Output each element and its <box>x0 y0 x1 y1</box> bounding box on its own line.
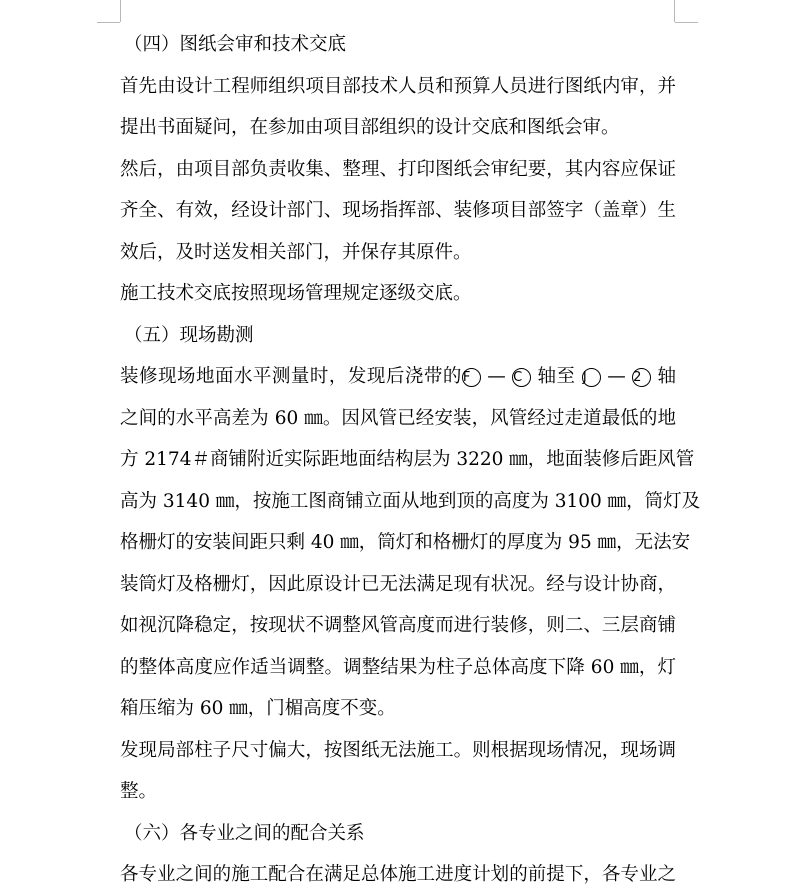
circled-digit-2: 2 <box>632 368 651 387</box>
document-body <box>120 24 701 885</box>
paragraph-line: 首先由设计工程师组织项目部技术人员和预算人员进行图纸内审，并 <box>120 75 676 97</box>
dash: — <box>607 366 626 387</box>
section-heading-5: （五）现场勘测 <box>124 324 254 346</box>
circled-letter-j: J <box>582 368 601 387</box>
paragraph-line: 齐全、有效，经设计部门、现场指挥部、装修项目部签字（盖章）生 <box>120 200 676 221</box>
paragraph-line: 提出书面疑问，在参加由项目部组织的设计交底和图纸会审。 <box>120 117 620 138</box>
paragraph-line-cut-off: 各专业之间的施工配合在满足总体施工进度计划的前提下，各专业之 <box>120 864 676 885</box>
paragraph-line: 箱压缩为 60 ㎜，门楣高度不变。 <box>120 698 396 719</box>
paragraph-line: 高为 3140 ㎜，按施工图商铺立面从地到顶的高度为 3100 ㎜，筒灯及 <box>120 490 701 512</box>
circled-letter-f: F <box>462 368 481 387</box>
paragraph-line-axis <box>120 356 676 398</box>
crop-mark-top-right <box>674 0 675 22</box>
circled-letter-c: C <box>512 368 531 387</box>
section-heading-4: （四）图纸会审和技术交底 <box>124 34 347 55</box>
paragraph-line: 装筒灯及格栅灯，因此原设计已无法满足现有状况。经与设计协商， <box>120 573 676 595</box>
paragraph-line: 格栅灯的安装间距只剩 40 ㎜，筒灯和格栅灯的厚度为 95 ㎜，无法安 <box>120 532 691 553</box>
paragraph-line: 发现局部柱子尺寸偏大，按图纸无法施工。则根据现场情况，现场调 <box>120 739 676 761</box>
section-heading-6: （六）各专业之间的配合关系 <box>124 822 365 844</box>
paragraph-line: 的整体高度应作适当调整。调整结果为柱子总体高度下降 60 ㎜，灯 <box>120 656 676 678</box>
paragraph-line: 如视沉降稳定，按现状不调整风管高度而进行装修，则二、三层商铺 <box>120 615 676 636</box>
crop-mark-top-left <box>120 0 121 22</box>
crop-mark-top-right-horizontal <box>675 22 698 23</box>
paragraph-line: 整。 <box>120 781 158 802</box>
paragraph-line: 之间的水平高差为 60 ㎜。因风管已经安装，风管经过走道最低的地 <box>120 407 676 429</box>
text-run: 轴 <box>657 366 676 387</box>
text-run: 轴至 <box>537 366 576 387</box>
paragraph-line: 然后，由项目部负责收集、整理、打印图纸会审纪要，其内容应保证 <box>120 158 676 180</box>
text-run: 装修现场地面水平测量时，发现后浇带的 <box>120 366 462 387</box>
paragraph-line: 效后，及时送发相关部门，并保存其原件。 <box>120 241 472 263</box>
dash: — <box>487 366 506 387</box>
paragraph-line: 施工技术交底按照现场管理规定逐级交底。 <box>120 283 472 304</box>
crop-mark-top-left-horizontal <box>97 22 120 23</box>
paragraph-line: 方 2174＃商铺附近实际距地面结构层为 3220 ㎜，地面装修后距风管 <box>120 449 695 470</box>
